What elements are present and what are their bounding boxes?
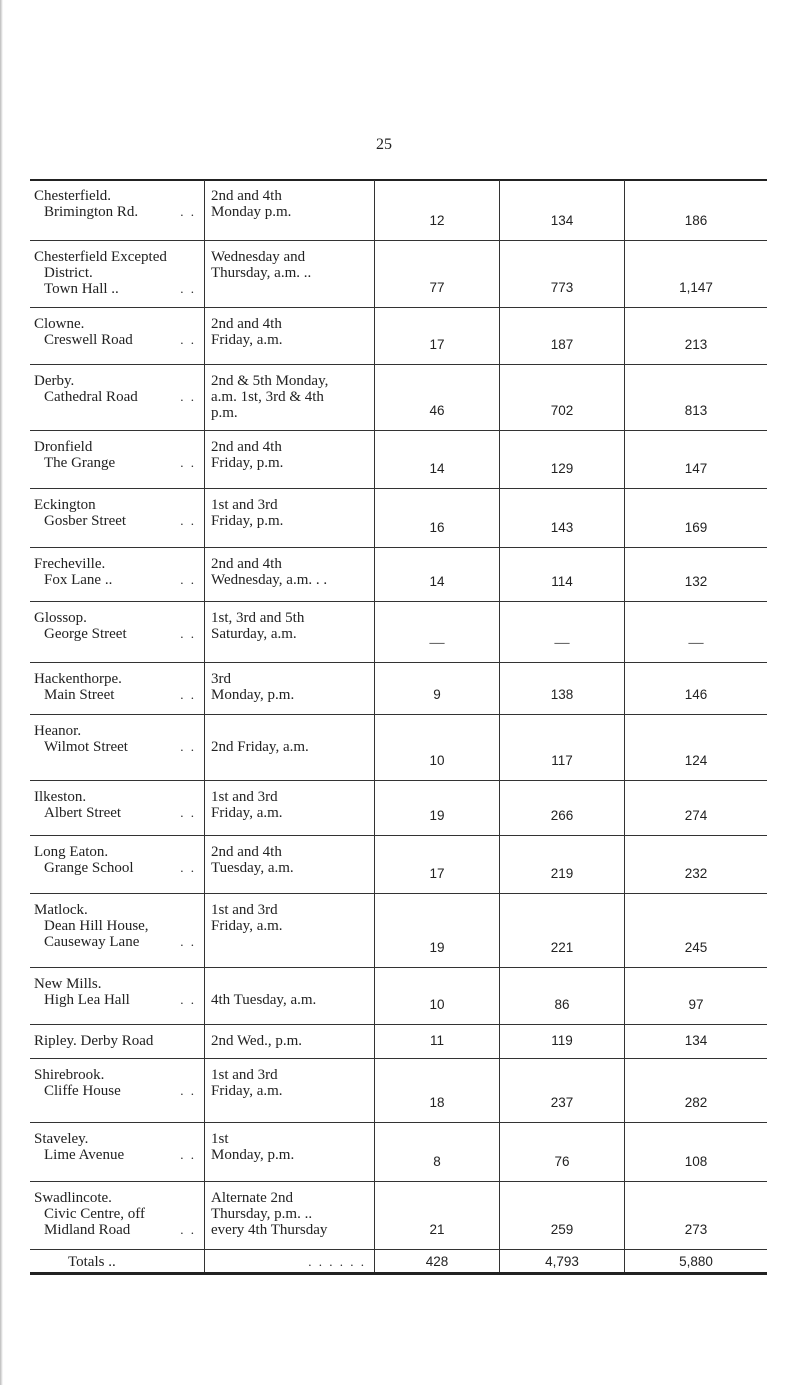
attendances-count: 12 [429,213,445,228]
attendances-count-cell [374,894,499,968]
session-day-cell [204,548,374,602]
sessions-count-cell [499,663,624,715]
totals-label-cell [30,1250,204,1272]
attendances-count-cell [374,1059,499,1123]
location-cell [30,308,204,365]
attendances-count-cell [374,489,499,548]
sessions-count: 143 [550,520,574,535]
total-sessions-cell [499,1250,624,1272]
sessions-count-cell [499,602,624,663]
session-day-line: Wednesday and [211,249,306,265]
table-row [30,308,767,365]
total-attendances-cell [374,1250,499,1272]
table-row [30,1182,767,1250]
table-row [30,1025,767,1059]
totals-day-cell [204,1250,374,1272]
session-day-line: 2nd and 4th [211,188,282,204]
session-day-line: 2nd Wed., p.m. [211,1033,303,1049]
location-cell [30,489,204,548]
location-detail: Albert Street [44,805,122,821]
location-cell [30,663,204,715]
table-row [30,781,767,836]
location-name: Chesterfield. [34,188,112,204]
location-detail: Town Hall .. [44,281,119,297]
total-count-cell [624,968,767,1025]
location-detail: Cliffe House [44,1083,121,1099]
leader-dots: . . [180,513,196,528]
sessions-count: 134 [550,213,574,228]
location-detail: Wilmot Street [44,739,128,755]
table-row [30,1059,767,1123]
sessions-count: 773 [550,280,574,295]
table-bottom-rule [30,1272,767,1275]
attendances-count-cell [374,836,499,894]
session-day-line: Friday, a.m. [211,1083,283,1099]
session-day-line: Alternate 2nd [211,1190,294,1206]
session-day-line: Friday, p.m. [211,455,284,471]
session-day-cell [204,308,374,365]
sessions-count-cell [499,968,624,1025]
sessions-count-cell [499,308,624,365]
total-count-cell [624,836,767,894]
session-day-cell [204,715,374,781]
leader-dots: . . [180,332,196,347]
location-cell [30,836,204,894]
session-day-line: 1st and 3rd [211,789,278,805]
attendances-count-cell [374,1182,499,1250]
session-day-line: 4th Tuesday, a.m. [211,992,317,1008]
sessions-count: 187 [550,337,574,352]
location-name: Dronfield [34,439,93,455]
clinic-attendance-table [30,180,767,1272]
session-day-line: Thursday, p.m. .. [211,1206,313,1222]
total-count-cell [624,489,767,548]
attendances-count: 21 [429,1222,445,1237]
location-cell [30,968,204,1025]
total-count-cell [624,365,767,431]
location-detail: Lime Avenue [44,1147,125,1163]
location-cell [30,781,204,836]
session-day-line: 2nd & 5th Monday, [211,373,329,389]
attendances-count-cell [374,781,499,836]
total-count-cell [624,1182,767,1250]
total-count-cell [624,548,767,602]
total-count-cell [624,241,767,308]
location-name: Hackenthorpe. [34,671,122,687]
session-day-cell [204,968,374,1025]
location-detail: Dean Hill House, [44,918,149,934]
sessions-count-cell [499,715,624,781]
sessions-count: 138 [550,687,574,702]
table-row [30,365,767,431]
location-detail: Civic Centre, off [44,1206,145,1222]
sessions-count-cell [499,1025,624,1059]
location-detail: District. [44,265,93,281]
leader-dots: . . [180,739,196,754]
total-count-cell [624,1123,767,1182]
leader-dots: . . [180,281,196,296]
leader-dots: . . [180,687,196,702]
total-count-cell [624,602,767,663]
session-day-line: Friday, a.m. [211,805,283,821]
total-attendances: 428 [425,1254,449,1269]
leader-dots: . . [180,1083,196,1098]
location-cell [30,715,204,781]
sessions-count: 129 [550,461,574,476]
location-name: Chesterfield Excepted [34,249,167,265]
total-count: 813 [684,403,708,418]
session-day-line: 2nd and 4th [211,316,282,332]
total-count-cell [624,308,767,365]
session-day-line: Friday, a.m. [211,332,283,348]
total-count: 169 [684,520,708,535]
attendances-count-cell [374,602,499,663]
leader-dots: . . . . . . [308,1254,366,1269]
total-count: 186 [684,213,708,228]
sessions-count-cell [499,1123,624,1182]
location-cell [30,241,204,308]
total-count-cell [624,663,767,715]
leader-dots: . . [180,1222,196,1237]
grand-total-cell [624,1250,767,1272]
location-cell [30,602,204,663]
total-count-cell [624,1059,767,1123]
location-name: Clowne. [34,316,85,332]
table-row [30,968,767,1025]
table-row [30,663,767,715]
sessions-count: 266 [550,808,574,823]
attendances-count: 11 [429,1033,444,1048]
sessions-count-cell [499,1059,624,1123]
attendances-count: 17 [429,866,445,881]
total-count-cell [624,431,767,489]
session-day-cell [204,663,374,715]
location-detail: Gosber Street [44,513,127,529]
session-day-line: Tuesday, a.m. [211,860,294,876]
attendances-count-cell [374,663,499,715]
total-count: 1,147 [679,280,713,295]
location-detail: The Grange [44,455,116,471]
table-row [30,836,767,894]
table-row [30,715,767,781]
leader-dots: . . [180,204,196,219]
sessions-count: 86 [554,997,570,1012]
session-day-cell [204,836,374,894]
table-row [30,431,767,489]
location-detail: George Street [44,626,127,642]
session-day-line: p.m. [211,405,238,421]
session-day-cell [204,241,374,308]
total-count: 213 [684,337,708,352]
table-row [30,180,767,241]
attendances-count-cell [374,241,499,308]
session-day-line: 1st, 3rd and 5th [211,610,305,626]
total-count: 134 [684,1033,708,1048]
sessions-count: 221 [550,940,574,955]
attendances-count-cell [374,1123,499,1182]
location-detail: Grange School [44,860,134,876]
session-day-line: Friday, a.m. [211,918,283,934]
totals-row [30,1250,767,1272]
location-detail: Brimington Rd. [44,204,139,220]
session-day-line: 2nd and 4th [211,556,282,572]
location-name: Derby. [34,373,75,389]
total-count: 232 [684,866,708,881]
sessions-count-cell [499,365,624,431]
attendances-count: 14 [429,574,445,589]
location-cell [30,548,204,602]
session-day-line: Saturday, a.m. [211,626,297,642]
session-day-cell [204,1123,374,1182]
location-detail: Fox Lane .. [44,572,113,588]
location-name: Ripley. Derby Road [34,1033,154,1049]
attendances-count-cell [374,180,499,241]
total-count-cell [624,894,767,968]
total-count: 245 [684,940,708,955]
total-count-cell [624,180,767,241]
attendances-count: 18 [429,1095,445,1110]
attendances-count: 14 [429,461,445,476]
page-number: 25 [376,136,392,153]
attendances-count: 19 [429,808,445,823]
total-count: 97 [688,997,704,1012]
session-day-cell [204,781,374,836]
location-name: Staveley. [34,1131,89,1147]
total-count: 108 [684,1154,708,1169]
location-name: Shirebrook. [34,1067,105,1083]
session-day-line: Thursday, a.m. .. [211,265,312,281]
session-day-line: 3rd [211,671,231,687]
total-count: 147 [684,461,708,476]
session-day-line: 1st [211,1131,229,1147]
sessions-count: 119 [551,1033,573,1048]
session-day-cell [204,1025,374,1059]
session-day-line: 1st and 3rd [211,497,278,513]
attendances-count-cell [374,308,499,365]
sessions-count: 114 [551,574,573,589]
attendances-count: 9 [433,687,441,702]
location-name: Swadlincote. [34,1190,112,1206]
session-day-line: Monday p.m. [211,204,292,220]
location-name: Glossop. [34,610,87,626]
leader-dots: . . [180,455,196,470]
attendances-count: 10 [429,753,445,768]
sessions-count: — [554,635,570,651]
session-day-cell [204,180,374,241]
location-detail: Causeway Lane [44,934,140,950]
attendances-count-cell [374,1025,499,1059]
sessions-count: 259 [550,1222,574,1237]
session-day-cell [204,365,374,431]
location-name: Eckington [34,497,96,513]
sessions-count: 237 [550,1095,574,1110]
leader-dots: . . [180,934,196,949]
sessions-count-cell [499,548,624,602]
attendances-count-cell [374,715,499,781]
total-count: 146 [684,687,708,702]
session-day-line: Wednesday, a.m. . . [211,572,328,588]
total-count: 273 [684,1222,708,1237]
table-row [30,548,767,602]
sessions-count-cell [499,431,624,489]
location-cell [30,1025,204,1059]
leader-dots: . . [180,389,196,404]
session-day-cell [204,602,374,663]
session-day-line: 2nd and 4th [211,439,282,455]
totals-label: Totals .. [68,1254,116,1270]
location-cell [30,1059,204,1123]
session-day-line: 2nd and 4th [211,844,282,860]
table-row [30,489,767,548]
session-day-cell [204,894,374,968]
location-detail: Main Street [44,687,115,703]
total-count-cell [624,715,767,781]
location-cell [30,365,204,431]
sessions-count-cell [499,1182,624,1250]
sessions-count: 76 [554,1154,570,1169]
sessions-count-cell [499,180,624,241]
location-cell [30,1182,204,1250]
location-cell [30,180,204,241]
total-count: 132 [684,574,708,589]
session-day-line: 1st and 3rd [211,1067,278,1083]
sessions-count: 219 [550,866,574,881]
total-count-cell [624,1025,767,1059]
table-row [30,241,767,308]
location-name: Long Eaton. [34,844,109,860]
session-day-cell [204,1182,374,1250]
sessions-count-cell [499,489,624,548]
attendances-count: 77 [429,280,445,295]
attendances-count-cell [374,548,499,602]
location-name: Matlock. [34,902,88,918]
location-name: New Mills. [34,976,102,992]
sessions-count-cell [499,894,624,968]
leader-dots: . . [180,992,196,1007]
leader-dots: . . [180,572,196,587]
attendances-count: — [429,635,445,651]
total-count-cell [624,781,767,836]
location-detail: Midland Road [44,1222,131,1238]
sessions-count-cell [499,836,624,894]
total-count: 274 [684,808,708,823]
session-day-line: 1st and 3rd [211,902,278,918]
session-day-line: every 4th Thursday [211,1222,328,1238]
session-day-line: Friday, p.m. [211,513,284,529]
attendances-count: 46 [429,403,445,418]
grand-total: 5,880 [679,1254,713,1269]
total-count: 282 [684,1095,708,1110]
session-day-cell [204,489,374,548]
session-day-cell [204,1059,374,1123]
attendances-count: 19 [429,940,445,955]
location-detail: Creswell Road [44,332,133,348]
session-day-line: a.m. 1st, 3rd & 4th [211,389,324,405]
table-row [30,894,767,968]
location-name: Heanor. [34,723,82,739]
location-detail: High Lea Hall [44,992,130,1008]
leader-dots: . . [180,805,196,820]
leader-dots: . . [180,860,196,875]
location-cell [30,431,204,489]
attendances-count-cell [374,365,499,431]
attendances-count: 16 [429,520,445,535]
table-row [30,1123,767,1182]
attendances-count-cell [374,431,499,489]
session-day-line: Monday, p.m. [211,1147,295,1163]
sessions-count-cell [499,241,624,308]
leader-dots: . . [180,626,196,641]
total-count: 124 [684,753,708,768]
location-cell [30,894,204,968]
location-detail: Cathedral Road [44,389,138,405]
location-name: Frecheville. [34,556,106,572]
sessions-count-cell [499,781,624,836]
attendances-count-cell [374,968,499,1025]
session-day-line: 2nd Friday, a.m. [211,739,309,755]
attendances-count: 10 [429,997,445,1012]
total-count: — [688,635,704,651]
location-name: Ilkeston. [34,789,87,805]
location-cell [30,1123,204,1182]
session-day-line: Monday, p.m. [211,687,295,703]
table-row [30,602,767,663]
sessions-count: 117 [551,753,573,768]
attendances-count: 17 [429,337,445,352]
session-day-cell [204,431,374,489]
page-edge-shadow [0,0,3,1385]
leader-dots: . . [180,1147,196,1162]
attendances-count: 8 [433,1154,441,1169]
sessions-count: 702 [550,403,574,418]
total-sessions: 4,793 [545,1254,579,1269]
